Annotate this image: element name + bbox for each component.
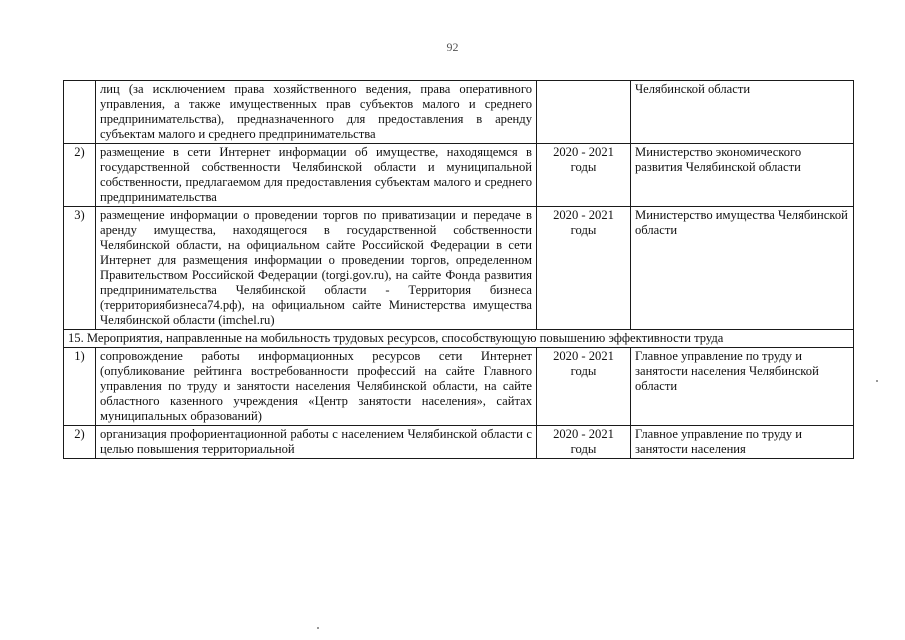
term-cell: 2020 - 2021 годы	[537, 348, 631, 426]
measure-description: размещение в сети Интернет информации об имуществе, находящемся в государственной собственности Челябинской области и муниципальной собственности, предлагаемом для предоставления субъектам малого и среднего предпринимательства	[96, 144, 537, 207]
measure-description: лиц (за исключением права хозяйственного ведения, права оперативного управления, а также имущественных прав субъектов малого и среднего предпринимательства), предназначенного для предоставления в аренду субъектам малого и среднего предпринимательства	[96, 81, 537, 144]
row-number: 2)	[64, 144, 96, 207]
executor-cell: Министерство экономического развития Челябинской области	[631, 144, 854, 207]
row-number: 2)	[64, 426, 96, 459]
section-heading: 15. Мероприятия, направленные на мобильность трудовых ресурсов, способствующую повышению эффективности труда	[64, 330, 854, 348]
measure-description: размещение информации о проведении торгов по приватизации и передаче в аренду имущества, находящегося в государственной собственности Челябинской области, на официальном сайте Российской Федерации в сети Интернет для размещения информации о проведении торгов, определенном Правительством Российской Федерации (torgi.gov.ru), на сайте Фонда развития предпринимательства Челябинской области - Территория бизнеса (территориябизнеса74.рф), на официальном сайте Министерства имущества Челябинской области (imchel.ru)	[96, 207, 537, 330]
executor-cell: Главное управление по труду и занятости населения	[631, 426, 854, 459]
scan-speck	[876, 380, 878, 382]
table-row	[64, 426, 854, 459]
section-header-row	[64, 330, 854, 348]
row-number: 3)	[64, 207, 96, 330]
term-cell: 2020 - 2021 годы	[537, 207, 631, 330]
measure-description: сопровождение работы информационных ресурсов сети Интернет (опубликование рейтинга востребованности профессий на сайте Главного управления по труду и занятости населения Челябинской области, на сайте областного казенного учреждения «Центр занятости населения», сайтах муниципальных образований)	[96, 348, 537, 426]
page-number: 92	[446, 40, 459, 54]
scan-speck	[317, 627, 319, 629]
term-cell	[537, 81, 631, 144]
executor-cell: Главное управление по труду и занятости населения Челябинской области	[631, 348, 854, 426]
term-cell: 2020 - 2021 годы	[537, 426, 631, 459]
term-cell: 2020 - 2021 годы	[537, 144, 631, 207]
measures-table	[63, 80, 854, 459]
row-number	[64, 81, 96, 144]
row-number: 1)	[64, 348, 96, 426]
table-row	[64, 348, 854, 426]
executor-cell: Министерство имущества Челябинской области	[631, 207, 854, 330]
table-row	[64, 81, 854, 144]
executor-cell: Челябинской области	[631, 81, 854, 144]
table-row	[64, 207, 854, 330]
table-row	[64, 144, 854, 207]
measure-description: организация профориентационной работы с населением Челябинской области с целью повышения территориальной	[96, 426, 537, 459]
